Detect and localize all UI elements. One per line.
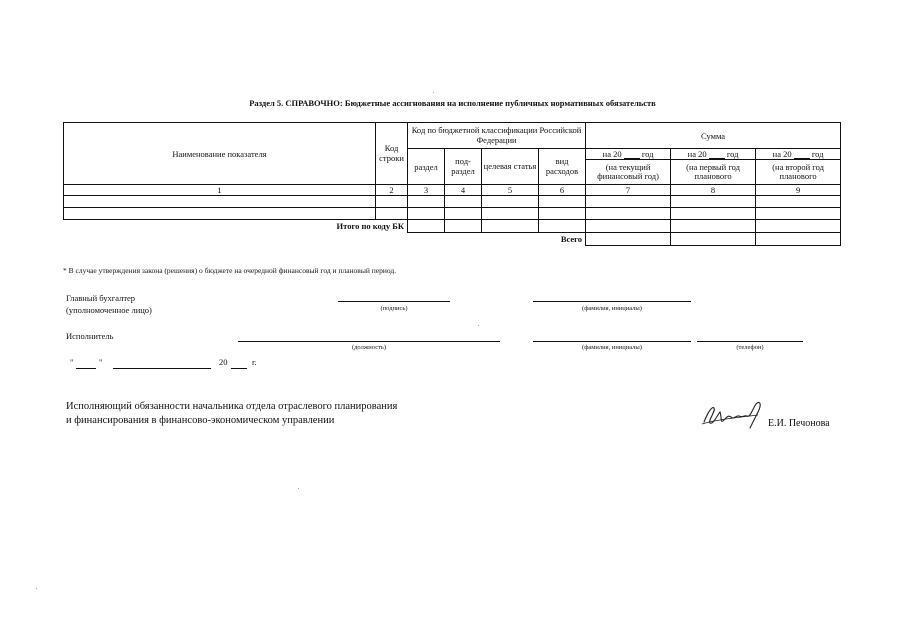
column-number: 9 — [756, 185, 841, 196]
table-cell[interactable] — [671, 233, 756, 246]
table-row — [64, 208, 841, 220]
position-line[interactable] — [238, 341, 500, 342]
date-year-suffix: г. — [252, 357, 257, 367]
closing-line-2: и финансирования в финансово-экономическом управлении — [66, 415, 335, 426]
table-cell[interactable] — [539, 196, 586, 208]
table-cell[interactable] — [539, 208, 586, 220]
table-cell[interactable] — [671, 208, 756, 220]
table-cell[interactable] — [445, 196, 482, 208]
date-month-line[interactable] — [113, 368, 211, 369]
table-cell[interactable] — [539, 220, 586, 233]
table-cell[interactable] — [376, 208, 408, 220]
total-bk-row — [64, 220, 841, 233]
date-open-quote: " — [70, 357, 74, 367]
scan-speck — [298, 488, 299, 489]
table-cell[interactable] — [376, 196, 408, 208]
column-number: 8 — [671, 185, 756, 196]
scan-speck — [433, 92, 434, 93]
table-cell[interactable] — [756, 196, 841, 208]
header-year-1: на 20 год — [586, 149, 671, 160]
table-cell[interactable] — [64, 208, 376, 220]
table-cell[interactable] — [445, 220, 482, 233]
table-cell[interactable] — [64, 196, 376, 208]
total-all-row — [64, 233, 841, 246]
table-cell[interactable] — [586, 196, 671, 208]
table-cell[interactable] — [586, 233, 671, 246]
handwritten-signature — [700, 398, 768, 432]
table-cell[interactable] — [756, 208, 841, 220]
table-row — [64, 196, 841, 208]
table-cell[interactable] — [482, 208, 539, 220]
signature-line[interactable] — [338, 301, 450, 302]
date-close-quote: " — [99, 357, 103, 367]
header-sum-group: Сумма — [586, 123, 841, 149]
closing-block — [66, 400, 397, 428]
total-all-label: Всего — [560, 234, 583, 245]
phone-caption: (телефон) — [736, 344, 764, 351]
column-numbers-row — [64, 185, 841, 196]
position-caption: (должность) — [351, 344, 387, 351]
column-number: 1 — [64, 185, 376, 196]
header-expense-type: вид расходов — [539, 149, 586, 185]
header-name: Наименование показателя — [64, 123, 376, 185]
total-bk-label: Итого по коду БК — [336, 221, 404, 232]
date-year-prefix: 20 — [219, 357, 228, 367]
header-sum2-note: (на первый год планового — [671, 160, 756, 185]
column-number: 5 — [482, 185, 539, 196]
column-number: 7 — [586, 185, 671, 196]
header-sum1-note: (на текущий финансовый год) — [586, 160, 671, 185]
header-section: раздел — [408, 149, 445, 185]
column-number: 2 — [376, 185, 408, 196]
section-title: Раздел 5. СПРАВОЧНО: Бюджетные ассигнования на исполнение публичных нормативных обязательств — [249, 98, 656, 108]
header-year-3: на 20 год — [756, 149, 841, 160]
phone-line[interactable] — [697, 341, 803, 342]
table-cell[interactable] — [408, 196, 445, 208]
scan-speck — [36, 588, 37, 589]
signer-name: Е.И. Печонова — [768, 418, 830, 429]
closing-line-1: Исполняющий обязанности начальника отдела отраслевого планирования — [66, 401, 398, 412]
header-subsection: под- раздел — [445, 149, 482, 185]
executor-label: Исполнитель — [66, 331, 114, 341]
executor-name-line[interactable] — [533, 341, 691, 342]
table-cell[interactable] — [756, 220, 841, 233]
table-cell[interactable] — [671, 196, 756, 208]
footnote: * В случае утверждения закона (решения) о бюджете на очередной финансовый год и плановый период. — [63, 266, 397, 275]
chief-accountant-label: Главный бухгалтер — [66, 293, 136, 303]
table-cell[interactable] — [482, 220, 539, 233]
column-number: 4 — [445, 185, 482, 196]
column-number: 6 — [539, 185, 586, 196]
chief-accountant-sublabel: (уполномоченное лицо) — [66, 305, 152, 315]
column-number: 3 — [408, 185, 445, 196]
header-year-2: на 20 год — [671, 149, 756, 160]
executor-name-caption: (фамилия, инициалы) — [582, 344, 642, 351]
table-cell[interactable] — [756, 233, 841, 246]
date-day-line[interactable] — [76, 368, 96, 369]
header-code: Код строки — [376, 123, 408, 185]
date-year-line[interactable] — [231, 368, 247, 369]
header-bk-group: Код по бюджетной классификации Российской Федерации — [408, 123, 586, 149]
table-cell[interactable] — [586, 220, 671, 233]
table-cell[interactable] — [408, 208, 445, 220]
table-cell[interactable] — [671, 220, 756, 233]
scan-speck — [478, 325, 479, 326]
header-sum3-note: (на второй год планового — [756, 160, 841, 185]
table-cell[interactable] — [586, 208, 671, 220]
table-cell[interactable] — [445, 208, 482, 220]
table-cell[interactable] — [408, 220, 445, 233]
name-caption: (фамилия, инициалы) — [582, 305, 642, 312]
header-target: целевая статья — [482, 149, 539, 185]
name-line[interactable] — [533, 301, 691, 302]
signature-caption: (подпись) — [380, 305, 408, 312]
table-cell[interactable] — [482, 196, 539, 208]
appropriations-table — [63, 122, 841, 246]
